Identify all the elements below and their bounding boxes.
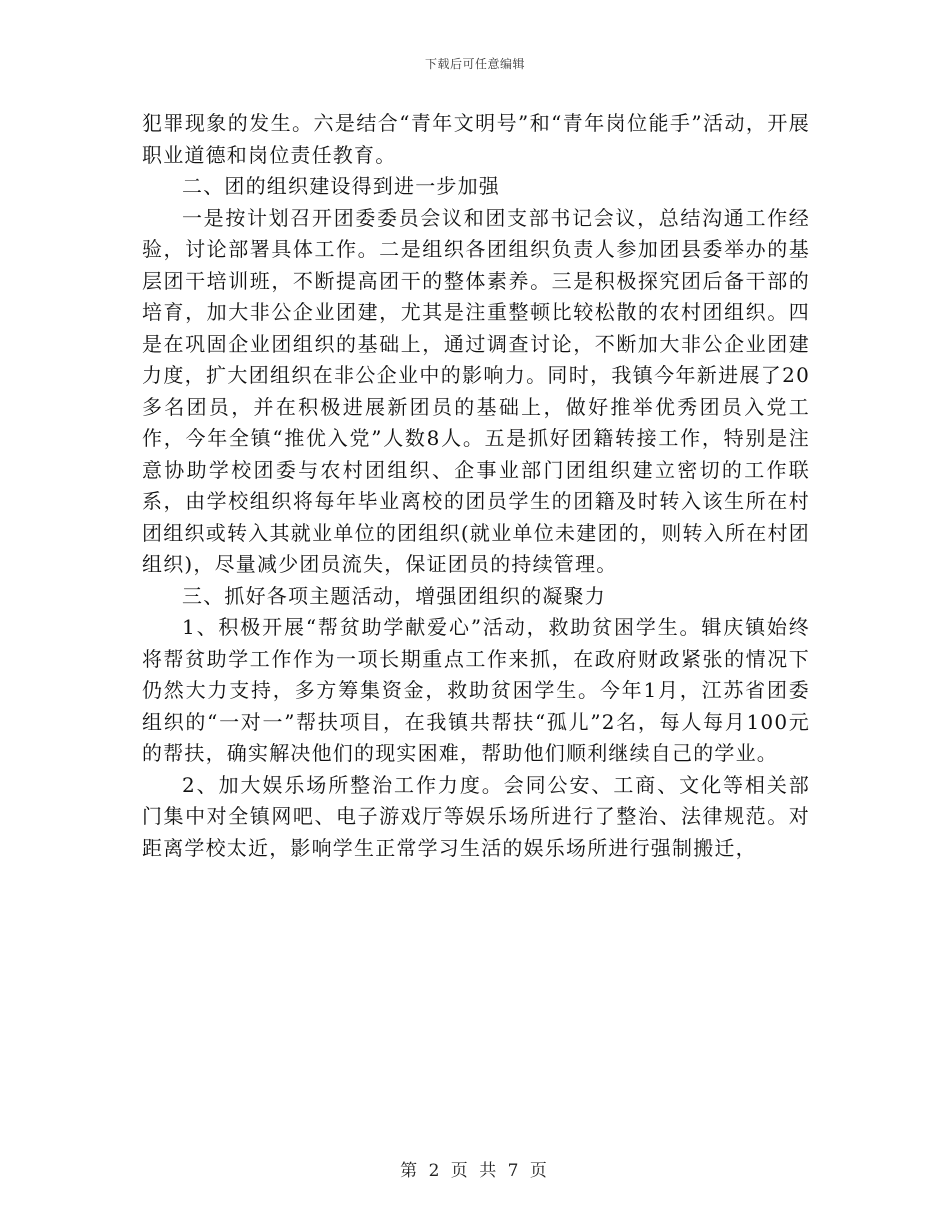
document-body <box>142 108 810 864</box>
paragraph-continuation: 犯罪现象的发生。六是结合“青年文明号”和“青年岗位能手”活动，开展职业道德和岗位责任教育。 <box>142 111 810 167</box>
page-number: 第 2 页 共 7 页 <box>400 1161 550 1181</box>
section-heading-2: 二、团的组织建设得到进一步加强 <box>182 174 500 198</box>
section-heading-3: 三、抓好各项主题活动，增强团组织的凝聚力 <box>182 583 606 608</box>
header-note: 下载后可任意编辑 <box>424 57 525 71</box>
paragraph-organization: 一是按计划召开团委委员会议和团支部书记会议，总结沟通工作经验，讨论部署具体工作。二是组织各团组织负责人参加团县委举办的基层团干培训班，不断提高团干的整体素养。三是积极探究团后备干部的培育，加大非公企业团建，尤其是注重整顿比较松散的农村团组织。四是在巩固企业团组织的基础上，通过调查讨论，不断加大非公企业团建力度，扩大团组织在非公企业中的影响力。同时，我镇今年新进展了20多名团员，并在积极进展新团员的基础上，做好推举优秀团员入党工作，今年全镇“推优入党”人数8人。五是抓好团籍转接工作，特别是注意协助学校团委与农村团组织、企事业部门团组织建立密切的工作联系，由学校组织将每年毕业离校的团员学生的团籍及时转入该生所在村团组织或转入其就业单位的团组织(就业单位未建团的，则转入所在村团组织)，尽量减少团员流失，保证团员的持续管理。 <box>142 205 810 576</box>
paragraph-entertainment-regulation: 2、加大娱乐场所整治工作力度。会同公安、工商、文化等相关部门集中对全镇网吧、电子游戏厅等娱乐场所进行了整治、法律规范。对距离学校太近，影响学生正常学习生活的娱乐场所进行强制搬迁， <box>142 772 810 860</box>
paragraph-poverty-aid: 1、积极开展“帮贫助学献爱心”活动，救助贫困学生。辑庆镇始终将帮贫助学工作作为一项长期重点工作来抓，在政府财政紧张的情况下仍然大力支持，多方筹集资金，救助贫困学生。今年1月，江苏省团委组织的“一对一”帮扶项目，在我镇共帮扶“孤儿”2名，每人每月100元的帮扶，确实解决他们的现实困难，帮助他们顺利继续自己的学业。 <box>142 615 810 765</box>
